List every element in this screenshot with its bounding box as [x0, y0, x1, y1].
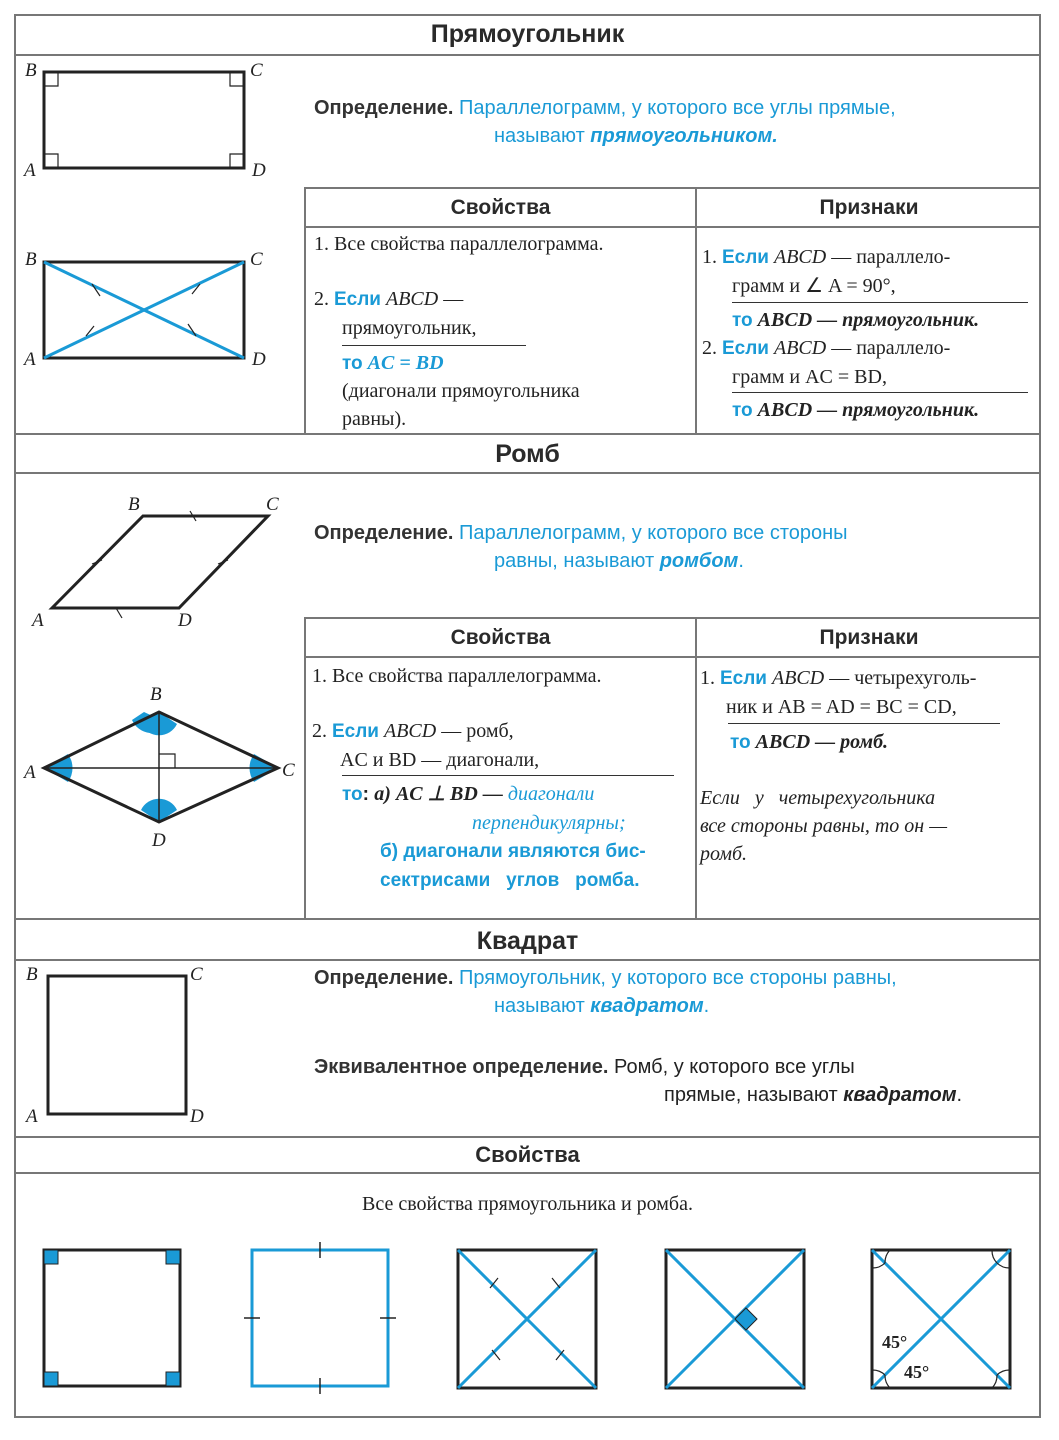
vertex-label-c: C — [282, 760, 295, 781]
divider — [14, 1172, 1041, 1174]
divider — [14, 959, 1041, 961]
divider — [304, 656, 1041, 658]
vertex-label-d: D — [152, 830, 166, 851]
angle-label-45: 45° — [882, 1332, 908, 1352]
signs-header: Признаки — [819, 626, 919, 649]
vertex-label-d: D — [178, 610, 192, 631]
square-definition: Определение. Прямоугольник, у которого все стороны равны, называют квадратом. — [314, 967, 897, 1017]
rect-prop-2-result: то AC = BD — [342, 352, 444, 374]
section-title-rectangle: Прямоугольник — [430, 20, 625, 48]
divider — [14, 472, 1041, 474]
square-props-title: Свойства — [475, 1142, 580, 1167]
divider — [695, 617, 697, 918]
underline — [728, 723, 1000, 724]
rhomb-sign-1: 1. Если ABCD — четырехуголь- ник и AB = AD = BC = CD, — [700, 667, 977, 718]
rect-prop-1: 1. Все свойства параллелограмма. — [314, 233, 604, 255]
divider — [14, 1136, 1041, 1138]
vertex-label-b: B — [25, 60, 37, 81]
vertex-label-a: A — [32, 610, 44, 631]
divider — [304, 617, 306, 918]
rhombus-figures — [20, 480, 300, 860]
rhomb-prop-1: 1. Все свойства параллелограмма. — [312, 665, 602, 687]
rect-prop-2: 2. Если ABCD — прямоугольник, — [314, 288, 477, 339]
rhomb-prop-2-result: то: а) AC ⊥ BD — диагонали перпендикулярны; б) диагонали являются бис- сектрисами углов ромба. — [342, 783, 646, 891]
square-props-text: Все свойства прямоугольника и ромба. — [362, 1193, 693, 1215]
divider — [304, 187, 1041, 189]
rect-sign-2-result: то ABCD — прямоугольник. — [732, 399, 980, 421]
vertex-label-c: C — [250, 249, 263, 270]
vertex-label-b: B — [25, 249, 37, 270]
divider — [14, 918, 1041, 920]
vertex-label-a: A — [24, 762, 36, 783]
square-property-figures — [30, 1236, 1030, 1406]
divider — [14, 54, 1041, 56]
rhomb-sign-1-result: то ABCD — ромб. — [730, 731, 889, 753]
vertex-label-d: D — [252, 160, 266, 181]
rectangle-figures — [20, 58, 280, 428]
section-title-rhombus: Ромб — [495, 440, 560, 468]
divider — [14, 433, 1041, 435]
underline — [342, 775, 674, 776]
rect-sign-1: 1. Если ABCD — параллело- грамм и ∠ A = 90°, — [702, 246, 951, 297]
rect-sign-2: 2. Если ABCD — параллело- грамм и AC = BD, — [702, 337, 951, 388]
vertex-label-a: A — [24, 349, 36, 370]
vertex-label-a: A — [24, 160, 36, 181]
underline — [342, 345, 526, 346]
rhomb-sign-note: Если у четырехугольника все стороны равны, то он — ромб. — [700, 787, 947, 865]
vertex-label-c: C — [266, 494, 279, 515]
rectangle-definition: Определение. Параллелограмм, у которого все углы прямые, называют прямоугольником. — [314, 97, 896, 147]
vertex-label-d: D — [252, 349, 266, 370]
rhombus-definition: Определение. Параллелограмм, у которого все стороны равны, называют ромбом. — [314, 522, 848, 572]
divider — [695, 187, 697, 433]
vertex-label-c: C — [190, 964, 203, 985]
underline — [732, 392, 1028, 393]
divider — [304, 617, 1041, 619]
vertex-label-b: B — [150, 684, 162, 705]
vertex-label-a: A — [26, 1106, 38, 1127]
vertex-label-c: C — [250, 60, 263, 81]
divider — [304, 187, 306, 433]
rect-prop-2-note: (диагонали прямоугольника равны). — [342, 380, 580, 430]
rhomb-prop-2: 2. Если ABCD — ромб, AC и BD — диагонали, — [312, 720, 540, 771]
props-header: Свойства — [450, 626, 551, 649]
section-title-square: Квадрат — [476, 927, 579, 955]
angle-label-45: 45° — [904, 1362, 930, 1382]
underline — [732, 302, 1028, 303]
rect-sign-1-result: то ABCD — прямоугольник. — [732, 309, 980, 331]
square-equivalent-definition: Эквивалентное определение. Ромб, у которого все углы прямые, называют квадратом. — [314, 1056, 963, 1106]
props-header: Свойства — [450, 196, 551, 219]
vertex-label-d: D — [190, 1106, 204, 1127]
vertex-label-b: B — [26, 964, 38, 985]
signs-header: Признаки — [819, 196, 919, 219]
divider — [304, 226, 1041, 228]
vertex-label-b: B — [128, 494, 140, 515]
